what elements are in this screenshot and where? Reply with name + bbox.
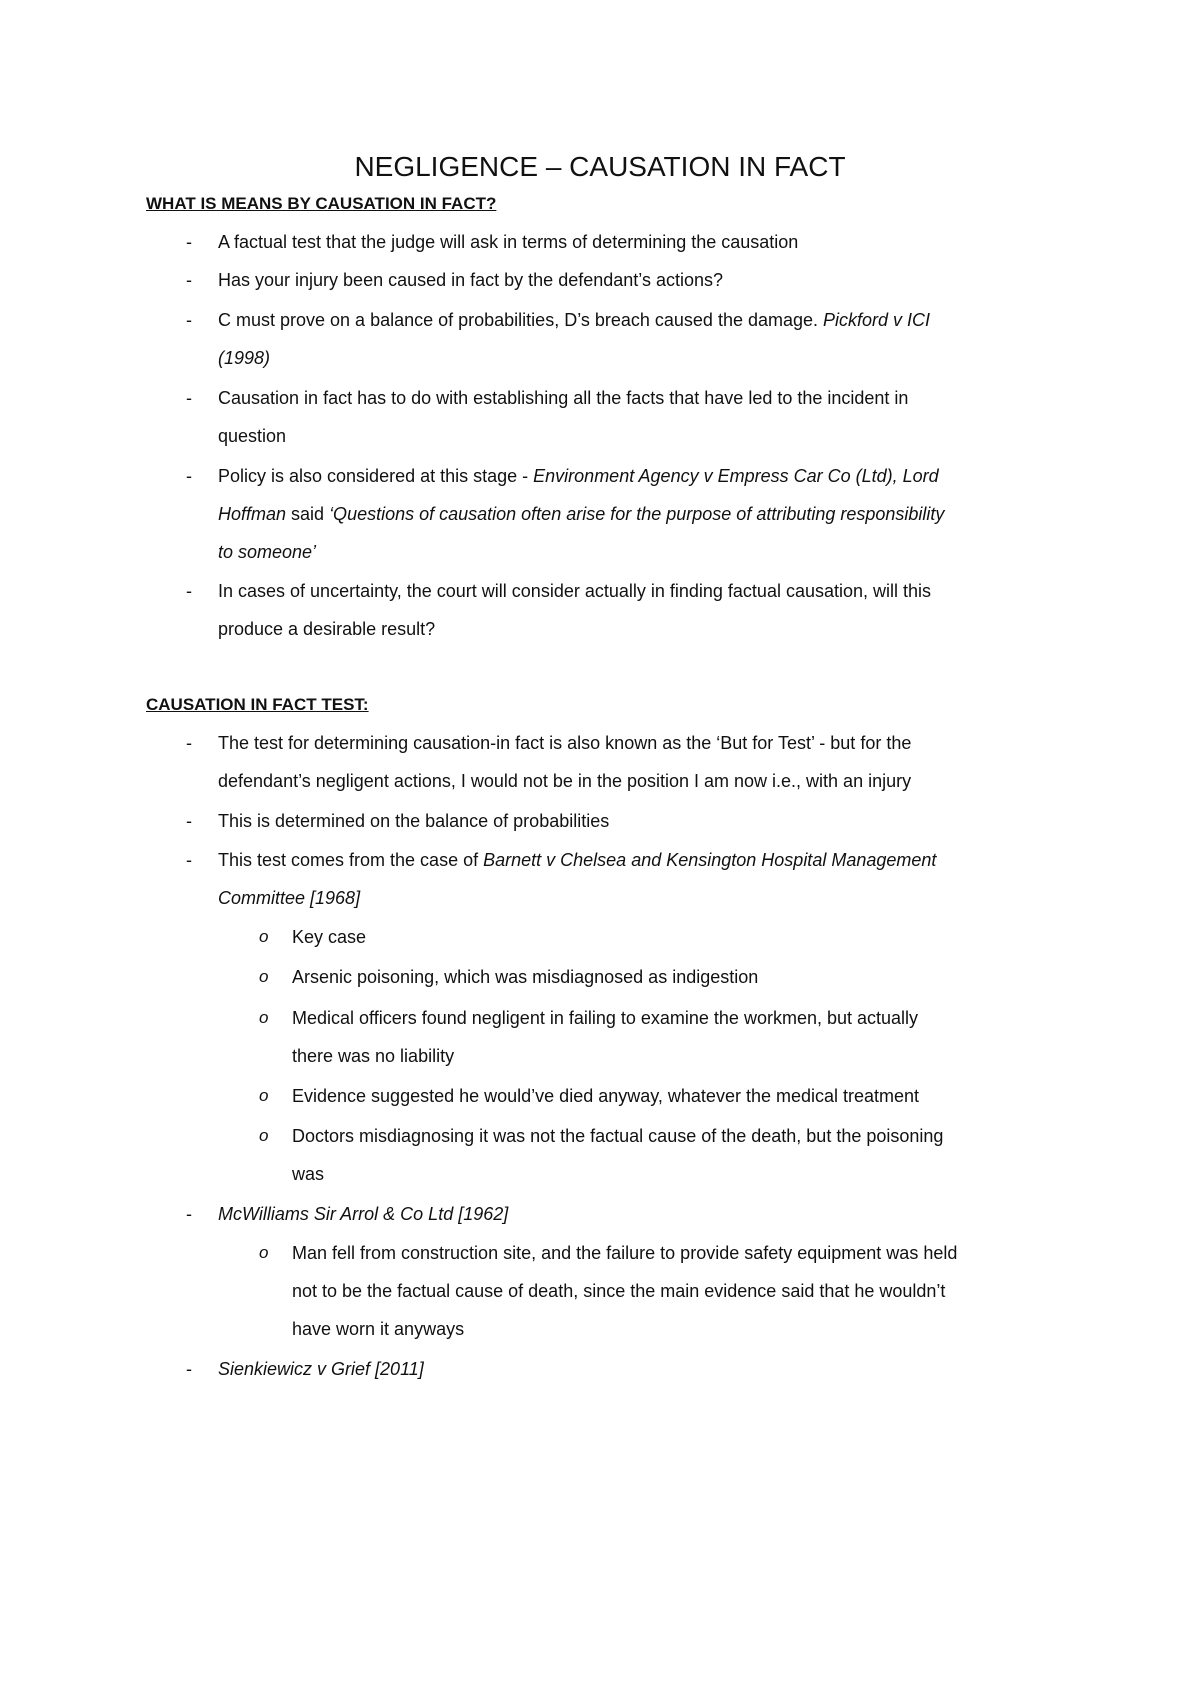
list-dash: - — [186, 733, 192, 753]
case-name-cont: Committee [1968] — [218, 888, 361, 908]
list-item-cont: produce a desirable result? — [218, 619, 436, 639]
quote: ‘Questions of causation often arise for the purpose of attributing responsibility — [329, 504, 945, 524]
case-year: (1998) — [218, 348, 271, 368]
sub-item: Evidence suggested he would’ve died anyway, whatever the medical treatment — [292, 1086, 920, 1106]
case-name: McWilliams Sir Arrol & Co Ltd [1962] — [218, 1204, 509, 1224]
list-item — [218, 308, 930, 332]
sub-item-cont: there was no liability — [292, 1046, 455, 1066]
list-dash: - — [186, 850, 192, 870]
list-item: The test for determining causation-in fact is also known as the ‘But for Test’ - but for the — [218, 733, 912, 753]
list-dash: - — [186, 811, 192, 831]
sub-item-cont: not to be the factual cause of death, since the main evidence said that he wouldn’t — [292, 1281, 946, 1301]
sub-item: Key case — [292, 927, 367, 947]
list-item — [218, 848, 936, 872]
sub-item: Man fell from construction site, and the failure to provide safety equipment was held — [292, 1243, 958, 1263]
list-dash: - — [186, 232, 192, 252]
item-text: This test comes from the case of — [218, 850, 484, 870]
item-text: C must prove on a balance of probabilities, D’s breach caused the damage. — [218, 310, 824, 330]
item-text: Policy is also considered at this stage - — [218, 466, 534, 486]
sub-item: Doctors misdiagnosing it was not the factual cause of the death, but the poisoning — [292, 1126, 944, 1146]
sub-bullet: o — [259, 1126, 269, 1145]
list-dash: - — [186, 1204, 192, 1224]
section-heading-meaning: WHAT IS MEANS BY CAUSATION IN FACT? — [146, 194, 497, 213]
list-dash: - — [186, 1359, 192, 1379]
judge-name: Hoffman — [218, 504, 287, 524]
sub-item: Medical officers found negligent in failing to examine the workmen, but actually — [292, 1008, 919, 1028]
sub-item: Arsenic poisoning, which was misdiagnosed as indigestion — [292, 967, 759, 987]
case-name: Barnett v Chelsea and Kensington Hospital Management — [483, 850, 937, 870]
list-dash: - — [186, 581, 192, 601]
list-item: A factual test that the judge will ask in terms of determining the causation — [218, 232, 799, 252]
sub-bullet: o — [259, 927, 269, 946]
list-dash: - — [186, 466, 192, 486]
case-name: Environment Agency v Empress Car Co (Ltd), Lord — [533, 466, 939, 486]
quote-cont: to someone’ — [218, 542, 317, 562]
list-item-cont — [218, 502, 944, 526]
list-item: Has your injury been caused in fact by the defendant’s actions? — [218, 270, 723, 290]
case-name: Pickford v ICI — [823, 310, 931, 330]
list-dash: - — [186, 388, 192, 408]
sub-bullet: o — [259, 1086, 269, 1105]
section-heading-test: CAUSATION IN FACT TEST: — [146, 695, 369, 714]
list-item — [218, 464, 939, 488]
list-dash: - — [186, 310, 192, 330]
list-item-cont: question — [218, 426, 287, 446]
sub-bullet: o — [259, 1243, 269, 1262]
case-name: Sienkiewicz v Grief [2011] — [218, 1359, 424, 1379]
sub-bullet: o — [259, 967, 269, 986]
page-title: NEGLIGENCE – CAUSATION IN FACT — [354, 151, 846, 182]
list-item: In cases of uncertainty, the court will consider actually in finding factual causation, will this — [218, 581, 932, 601]
list-item-cont: defendant’s negligent actions, I would not be in the position I am now i.e., with an injury — [218, 771, 912, 791]
sub-item-cont: was — [292, 1164, 325, 1184]
list-dash: - — [186, 270, 192, 290]
item-text: said — [286, 504, 330, 524]
sub-bullet: o — [259, 1008, 269, 1027]
sub-item-cont: have worn it anyways — [292, 1319, 465, 1339]
list-item: This is determined on the balance of probabilities — [218, 811, 610, 831]
list-item: Causation in fact has to do with establishing all the facts that have led to the incident in — [218, 388, 909, 408]
